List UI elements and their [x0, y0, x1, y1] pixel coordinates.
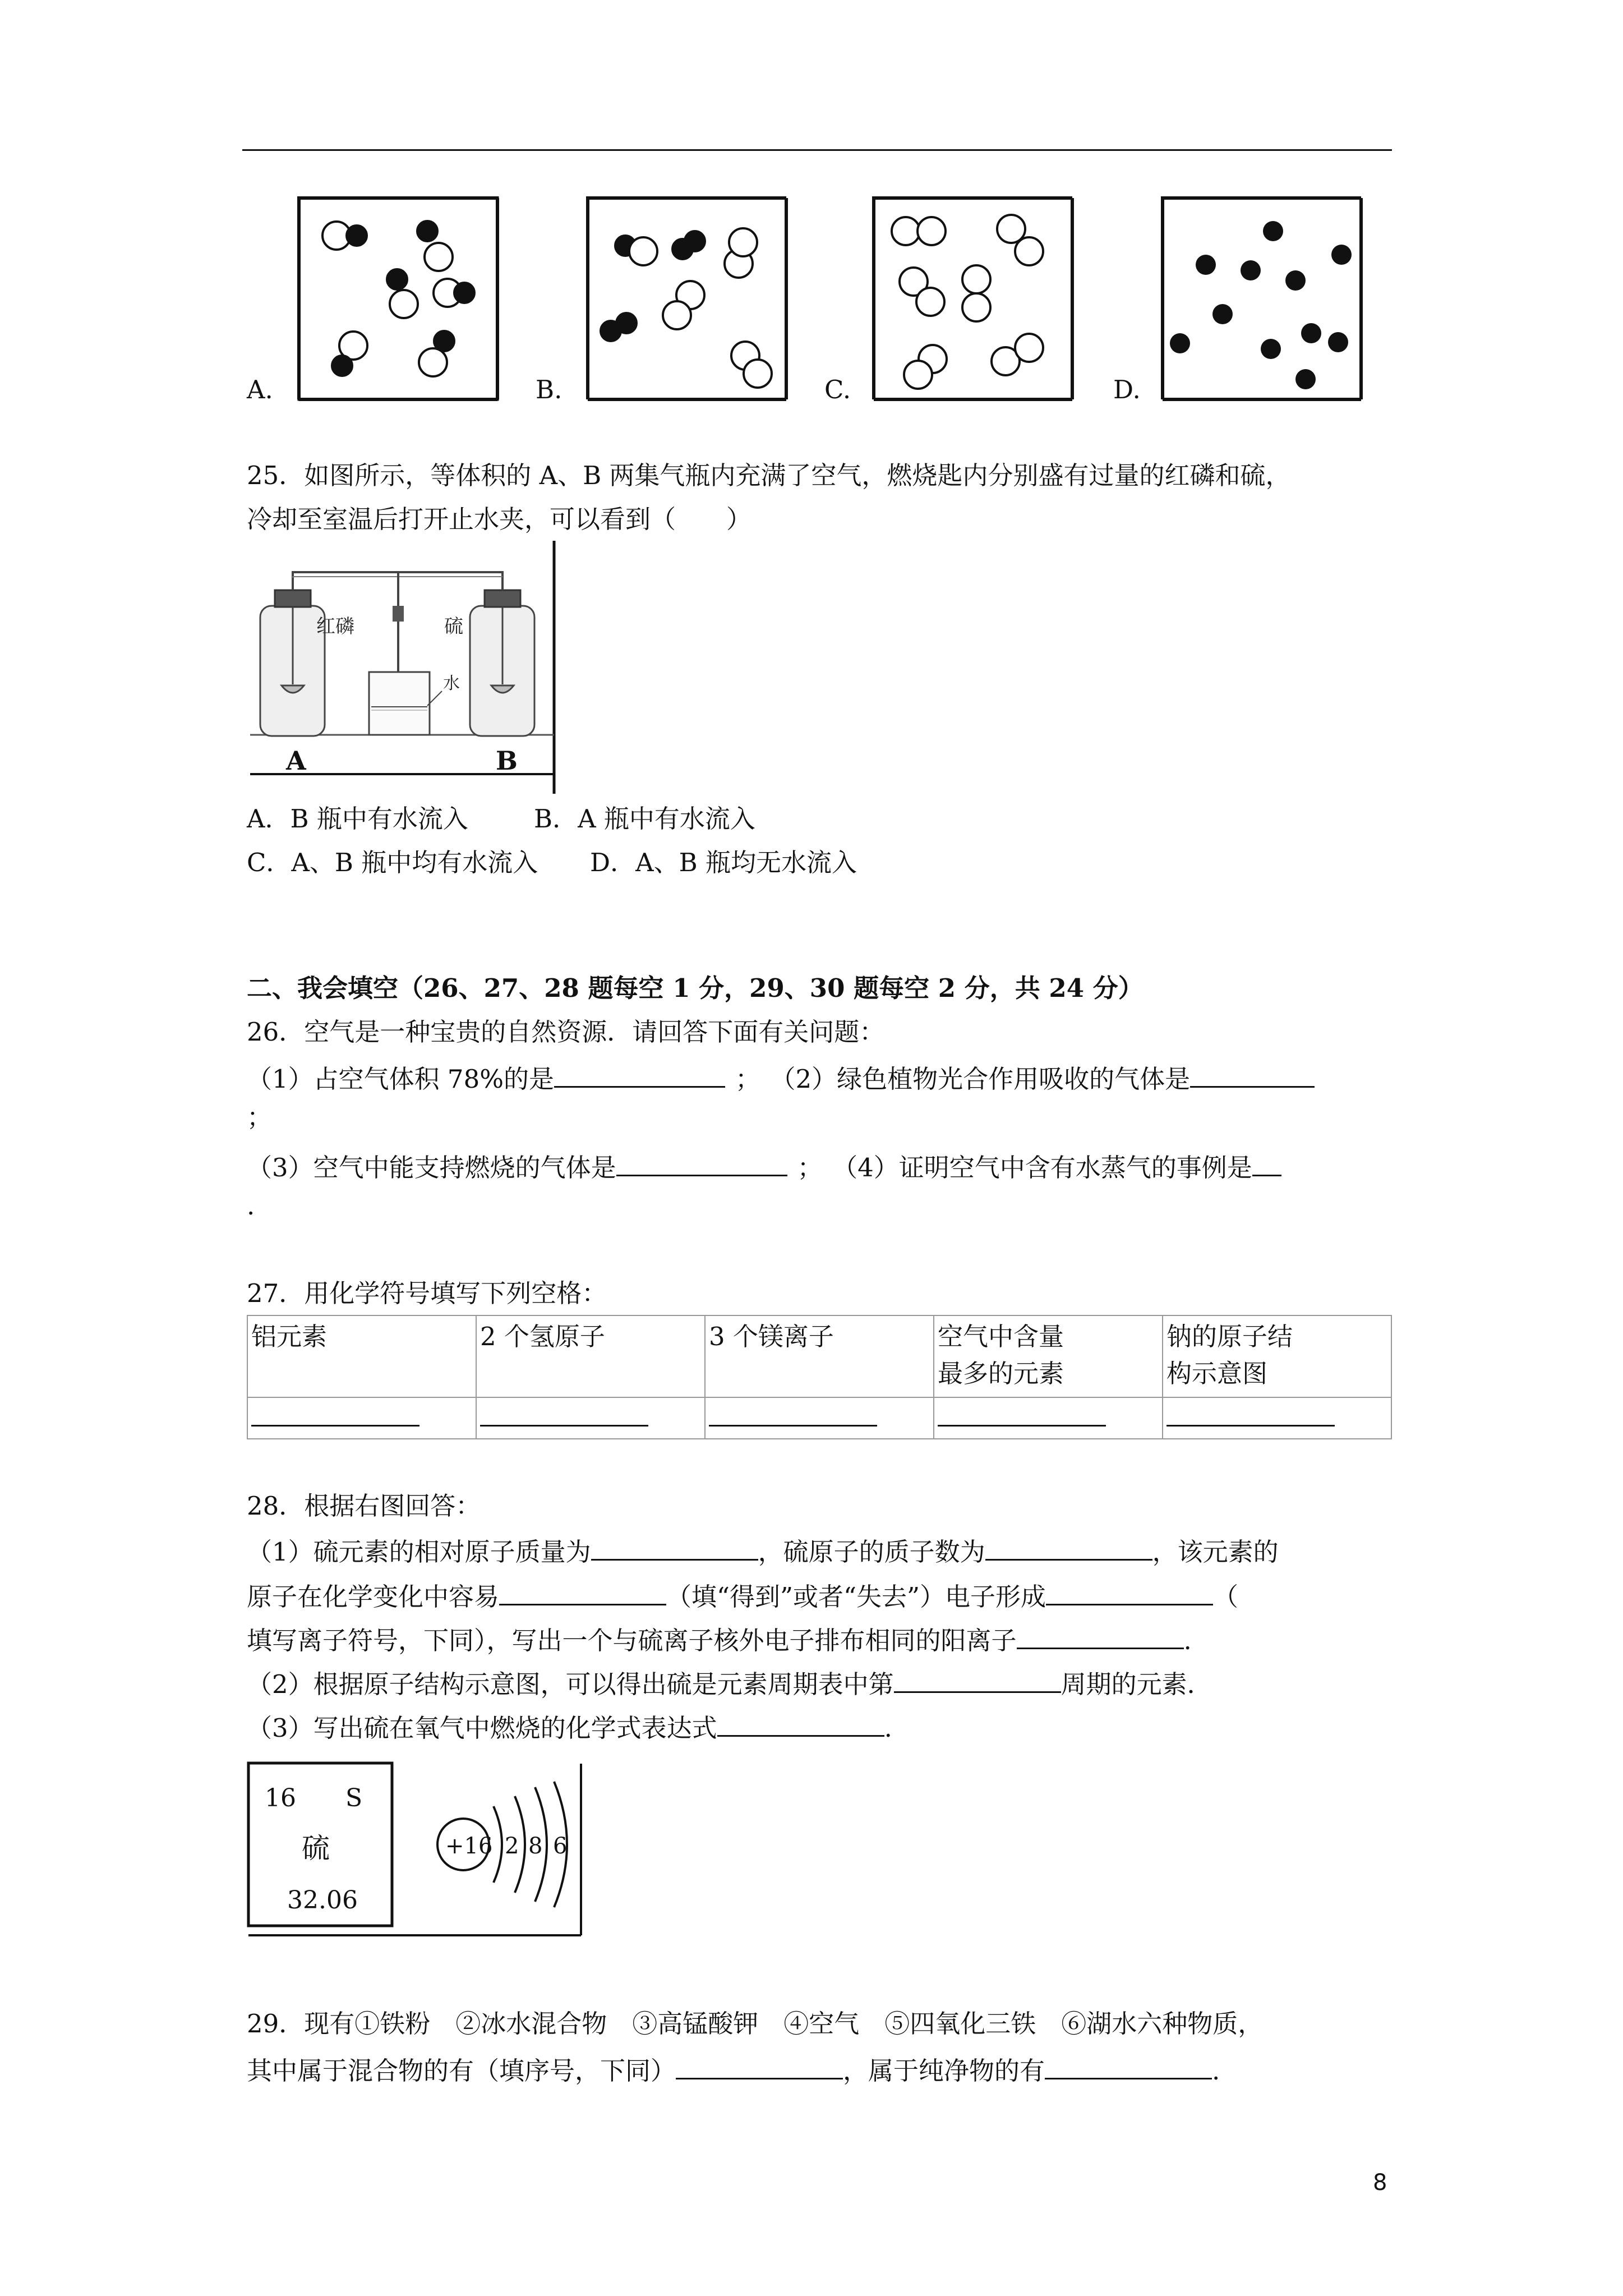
- q24-options: [247, 191, 1380, 409]
- q28-blank-mass[interactable]: [591, 1533, 758, 1561]
- q29-l2b: ，属于纯净物的有: [843, 2056, 1045, 2086]
- q28-l2a: 原子在化学变化中容易: [247, 1582, 500, 1612]
- q29-l2a: 其中属于混合物的有（填序号，下同）: [247, 2056, 676, 2086]
- q28-blank-ion[interactable]: [1046, 1578, 1213, 1605]
- q28-blank-protons[interactable]: [985, 1533, 1152, 1561]
- q27-stem: 27．用化学符号填写下列空格：: [247, 1278, 607, 1308]
- q26-line-2: [247, 1149, 1281, 1185]
- page-number: 8: [1373, 2170, 1387, 2196]
- q26-sep2: ；: [797, 1153, 823, 1182]
- q24-option-b-box: [586, 196, 788, 401]
- q27-answer-cell-5[interactable]: [1163, 1397, 1391, 1439]
- q26-line-1: [247, 1060, 1315, 1096]
- q28-l1b: ，硫原子的质子数为: [758, 1537, 985, 1567]
- q27-header-aluminum: 铝元素: [247, 1315, 476, 1397]
- q29-l2c: .: [1212, 2056, 1220, 2086]
- q24-option-d-box: [1161, 196, 1363, 401]
- header-rule: [242, 149, 1392, 151]
- q28-line-1: [247, 1533, 1279, 1569]
- q25-option-a: A．B 瓶中有水流入: [247, 804, 468, 834]
- q25-label-red-phosphorus: 红磷: [316, 615, 354, 638]
- q28-l3b: .: [1183, 1626, 1192, 1655]
- q25-stem-line1: 25．如图所示，等体积的 A、B 两集气瓶内充满了空气，燃烧匙内分别盛有过量的红磷和硫，: [247, 461, 1291, 490]
- sulfur-shell-2: 8: [528, 1833, 543, 1859]
- q29-blank-pure[interactable]: [1045, 2052, 1212, 2079]
- q28-l4b: 周期的元素．: [1061, 1669, 1212, 1699]
- q26-part2-text: （2）绿色植物光合作用吸收的气体是: [782, 1064, 1191, 1094]
- sulfur-nucleus-charge: +16: [445, 1833, 493, 1859]
- sulfur-shell-3: 6: [553, 1833, 568, 1859]
- q28-blank-period[interactable]: [894, 1665, 1061, 1693]
- sulfur-atomic-mass: 32.06: [287, 1886, 358, 1915]
- q28-line-5: [247, 1709, 892, 1745]
- q27-answer-cell-4[interactable]: [934, 1397, 1163, 1439]
- q27-header-hydrogen-atoms: 2 个氢原子: [476, 1315, 705, 1397]
- q26-blank-4[interactable]: [1252, 1149, 1281, 1176]
- q26-blank-2[interactable]: [1190, 1060, 1315, 1088]
- q28-l4a: （2）根据原子结构示意图，可以得出硫是元素周期表中第: [247, 1669, 894, 1699]
- q28-l2c: （: [1213, 1582, 1239, 1612]
- q28-line-4: [247, 1665, 1212, 1701]
- q25-option-d: D．A、B 瓶均无水流入: [590, 848, 857, 877]
- q24-option-c-label: C.: [824, 375, 851, 404]
- q29-line-1: 29．现有①铁粉 ②冰水混合物 ③高锰酸钾 ④空气 ⑤四氧化三铁 ⑥湖水六种物质，: [247, 2009, 1264, 2039]
- q26-sep1: ；: [735, 1064, 760, 1094]
- sulfur-name: 硫: [302, 1832, 330, 1865]
- q28-l5a: （3）写出硫在氧气中燃烧的化学式表达式: [247, 1713, 717, 1743]
- q28-l5b: .: [884, 1713, 892, 1743]
- q26-part1-text: （1）占空气体积 78%的是: [247, 1064, 554, 1094]
- q25-option-b: B．A 瓶中有水流入: [534, 804, 755, 834]
- q27-header-most-abundant: 空气中含量 最多的元素: [934, 1315, 1163, 1397]
- sulfur-symbol: S: [345, 1784, 363, 1812]
- q29-blank-mixtures[interactable]: [676, 2052, 843, 2079]
- q26-blank-3[interactable]: [616, 1149, 787, 1176]
- q28-sulfur-figure: [247, 1761, 583, 1938]
- q27-answer-cell-1[interactable]: [247, 1397, 476, 1439]
- q24-option-a-box: [297, 196, 499, 401]
- q25-apparatus-figure: [247, 539, 561, 797]
- q26-part4-text: （4）证明空气中含有水蒸气的事例是: [845, 1153, 1252, 1182]
- q24-option-c-box: [872, 196, 1074, 401]
- q28-l1c: ，该元素的: [1152, 1537, 1279, 1567]
- q25-label-bottle-b: B: [496, 746, 518, 776]
- q28-l1a: （1）硫元素的相对原子质量为: [247, 1537, 591, 1567]
- sulfur-shell-1: 2: [505, 1833, 519, 1859]
- q26-wrap2: .: [247, 1191, 255, 1221]
- q28-stem: 28．根据右图回答：: [247, 1491, 481, 1521]
- q28-line-3: [247, 1622, 1192, 1658]
- q27-header-magnesium-ions: 3 个镁离子: [705, 1315, 934, 1397]
- q26-wrap1: ；: [247, 1102, 273, 1132]
- q24-option-b-label: B.: [536, 375, 562, 404]
- q28-l3a: 填写离子符号，下同），写出一个与硫离子核外电子排布相同的阳离子: [247, 1626, 1017, 1655]
- q27-header-sodium-structure: 钠的原子结 构示意图: [1163, 1315, 1391, 1397]
- q26-part3-text: （3）空气中能支持燃烧的气体是: [247, 1153, 616, 1182]
- q28-blank-cation[interactable]: [1017, 1622, 1184, 1649]
- q25-option-c: C．A、B 瓶中均有水流入: [247, 848, 538, 877]
- q28-blank-gain-lose[interactable]: [499, 1578, 666, 1605]
- q24-option-d-label: D.: [1113, 375, 1141, 404]
- q28-line-2: [247, 1578, 1238, 1614]
- q27-table: [247, 1315, 1392, 1439]
- q27-answer-cell-3[interactable]: [705, 1397, 934, 1439]
- q28-l2b: （填“得到”或者“失去”）电子形成: [666, 1582, 1046, 1612]
- q25-label-sulfur: 硫: [444, 615, 463, 638]
- q29-line-2: [247, 2052, 1220, 2088]
- q28-blank-equation[interactable]: [717, 1709, 884, 1737]
- sulfur-atomic-number: 16: [265, 1784, 296, 1812]
- q24-option-a-label: A.: [247, 375, 273, 404]
- section-2-title: 二、我会填空（26、27、28 题每空 1 分，29、30 题每空 2 分，共 24 分）: [247, 973, 1144, 1003]
- q25-label-bottle-a: A: [286, 746, 306, 776]
- q26-stem: 26．空气是一种宝贵的自然资源．请回答下面有关问题：: [247, 1017, 885, 1047]
- q27-answer-cell-2[interactable]: [476, 1397, 705, 1439]
- q26-blank-1[interactable]: [554, 1060, 725, 1088]
- q25-stem-line2: 冷却至室温后打开止水夹，可以看到（ ）: [247, 504, 752, 534]
- q25-label-water: 水: [443, 674, 460, 693]
